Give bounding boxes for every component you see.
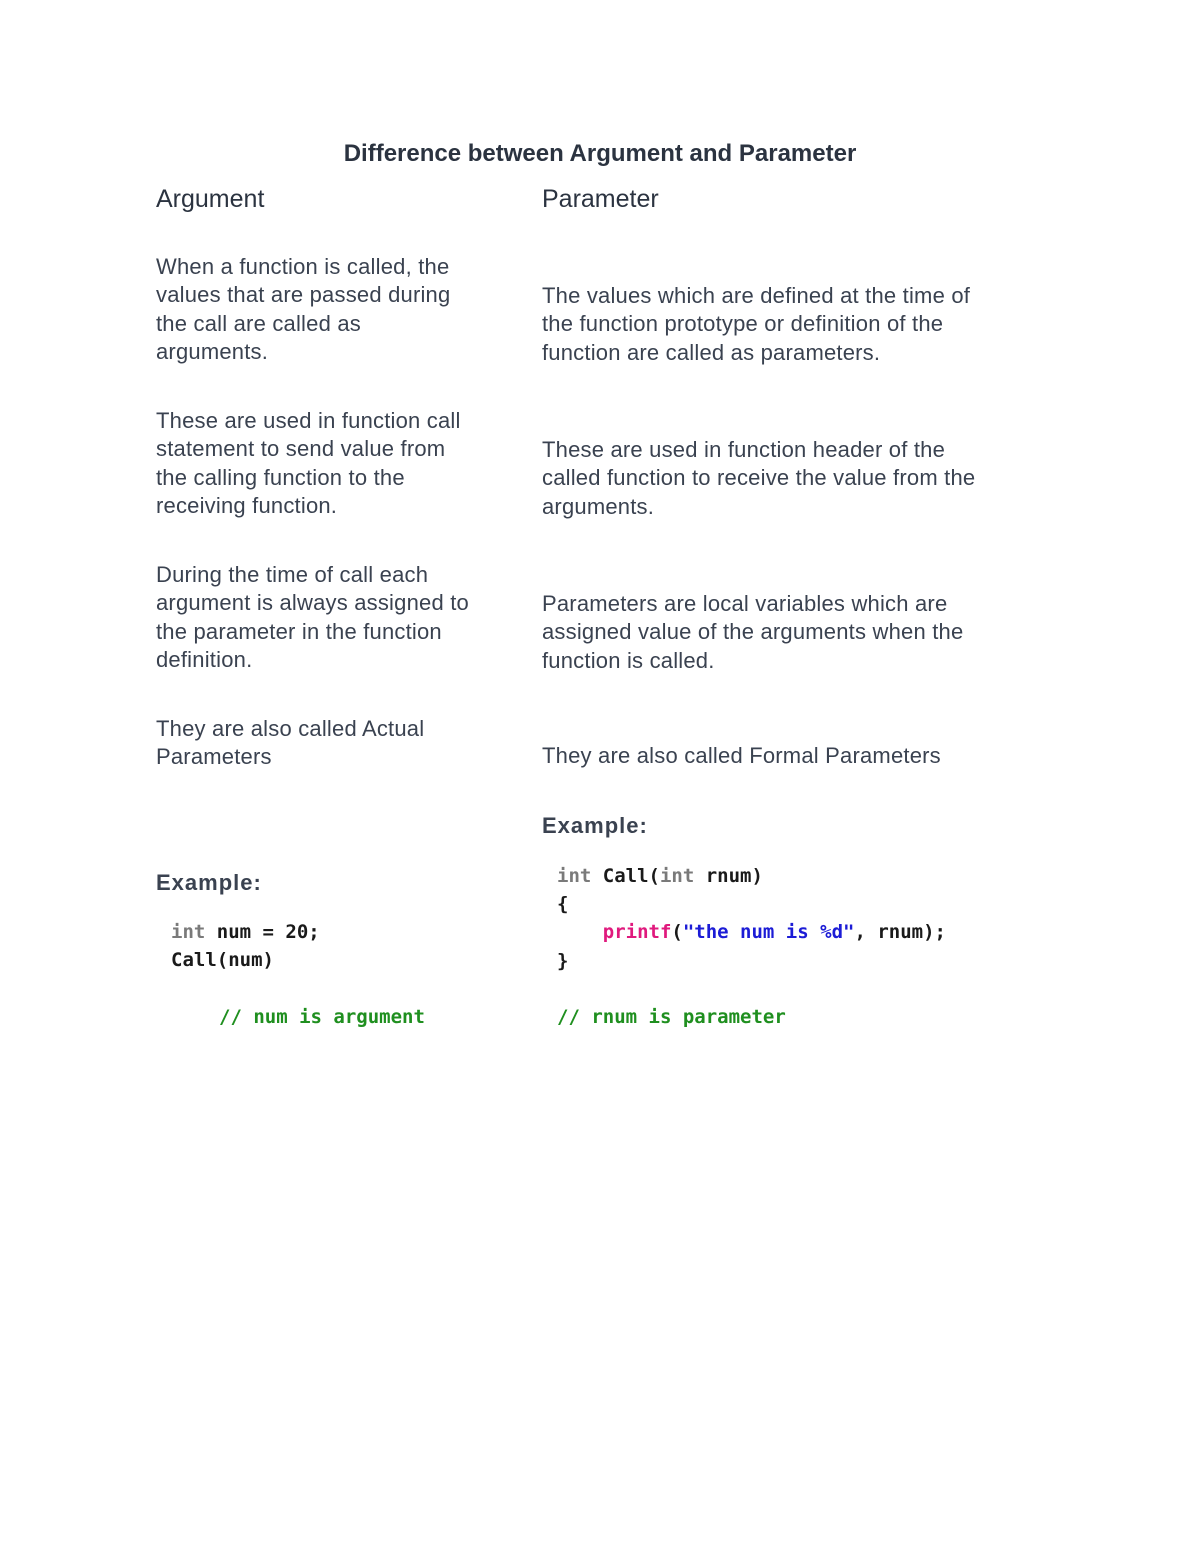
code-text: num = 20; bbox=[205, 921, 320, 943]
code-indent bbox=[557, 921, 603, 943]
code-text: ( bbox=[671, 921, 683, 944]
parameter-point-3: Parameters are local variables which are assigned value of the arguments when the function is called. bbox=[542, 591, 964, 673]
code-keyword: int bbox=[659, 865, 695, 887]
parameter-example-label: Example: bbox=[542, 813, 648, 838]
code-text: Call(num) bbox=[171, 949, 274, 972]
parameter-code-comment: // rnum is parameter bbox=[557, 1006, 786, 1028]
parameter-point-1: The values which are defined at the time of the function prototype or definition of the function are called as parameters. bbox=[542, 283, 971, 365]
argument-point-1: When a function is called, the values that are passed during the call are called as arguments. bbox=[156, 254, 451, 365]
page-title: Difference between Argument and Parameter bbox=[343, 140, 857, 167]
argument-point-3: During the time of call each argument is always assigned to the parameter in the function definition. bbox=[156, 562, 469, 673]
argument-code-block bbox=[171, 918, 320, 974]
parameter-point-4: They are also called Formal Parameters bbox=[542, 743, 941, 768]
code-keyword: int bbox=[557, 865, 592, 887]
argument-point-4: They are also called Actual Parameters bbox=[156, 716, 425, 770]
code-keyword: int bbox=[171, 921, 206, 943]
parameter-heading: Parameter bbox=[542, 185, 659, 213]
code-text: Call( bbox=[591, 865, 660, 887]
code-text: , rnum); bbox=[854, 921, 946, 944]
code-text: } bbox=[557, 949, 569, 972]
argument-code-comment: // num is argument bbox=[219, 1006, 425, 1028]
parameter-code-block bbox=[557, 862, 946, 975]
parameter-point-2: These are used in function header of the called function to receive the value from the arguments. bbox=[542, 437, 976, 519]
code-function: printf bbox=[602, 921, 672, 944]
argument-point-2: These are used in function call statement to send value from the calling function to the receiving function. bbox=[156, 408, 461, 519]
code-text: { bbox=[557, 893, 569, 916]
argument-example-label: Example: bbox=[156, 870, 262, 895]
code-text: rnum) bbox=[694, 865, 763, 887]
argument-heading: Argument bbox=[156, 185, 265, 213]
code-string: "the num is %d" bbox=[682, 921, 855, 944]
